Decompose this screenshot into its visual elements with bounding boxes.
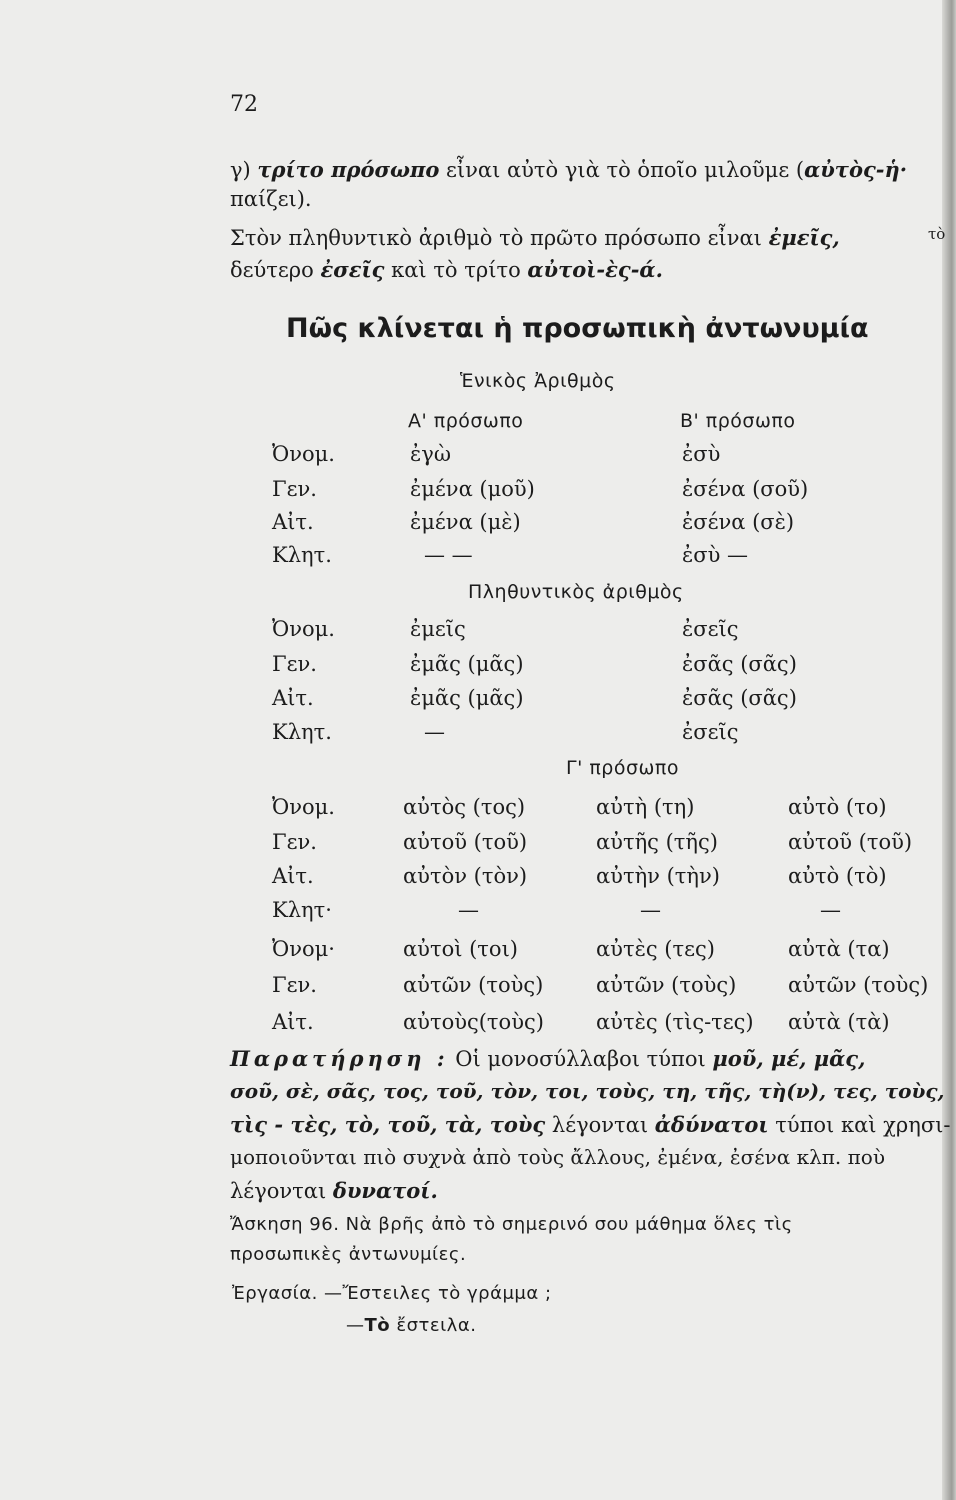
exercise-line-2: προσωπικὲς ἀντωνυμίες. <box>230 1244 467 1265</box>
second-person-form: ἐσένα (σὲ) <box>682 510 795 534</box>
note-line-5: λέγονται δυνατοί. <box>230 1178 438 1203</box>
feminine-form: — <box>640 898 661 922</box>
first-person-form: — <box>424 720 445 744</box>
section-heading: Πῶς κλίνεται ἡ προσωπικὴ ἀντωνυμία <box>286 313 869 344</box>
feminine-form: αὐτῶν (τοὺς) <box>596 973 737 997</box>
plural-row <box>0 652 956 682</box>
neuter-form: αὐτὸ (τὸ) <box>788 864 887 888</box>
second-person-form: ἐσεῖς <box>682 617 739 641</box>
second-person-form: ἐσᾶς (σᾶς) <box>682 686 797 710</box>
third-person-row <box>0 937 956 967</box>
case-label: Γεν. <box>272 830 317 854</box>
case-label: Ὀνομ. <box>272 795 335 819</box>
feminine-form: αὐτῆς (τῆς) <box>596 830 718 854</box>
third-person-row <box>0 973 956 1003</box>
case-label: Αἰτ. <box>272 686 314 710</box>
term-third-person: τρίτο πρόσωπο <box>257 157 440 182</box>
intro-line-1: γ) τρίτο πρόσωπο εἶναι αὐτὸ γιὰ τὸ ὁποῖο μιλοῦμε (αὐτὸς-ἡ· <box>230 157 908 182</box>
plural-row <box>0 617 956 647</box>
plural-row <box>0 686 956 716</box>
feminine-form: αὐτὲς (τες) <box>596 937 715 961</box>
case-label: Αἰτ. <box>272 1010 314 1034</box>
first-person-form: ἐμᾶς (μᾶς) <box>410 686 524 710</box>
third-person-row <box>0 1010 956 1040</box>
intro-line-2: παίζει). <box>230 187 312 211</box>
intro-line-3-tail: τὸ <box>928 225 946 243</box>
case-label: Γεν. <box>272 652 317 676</box>
neuter-form: αὐτοῦ (τοῦ) <box>788 830 913 854</box>
plural-label: Πληθυντικὸς ἀριθμὸς <box>468 581 684 603</box>
case-label: Ὀνομ. <box>272 617 335 641</box>
first-person-header: Α' πρόσωπο <box>408 410 524 432</box>
second-person-form: ἐσὺ — <box>682 543 749 567</box>
first-person-form: ἐμᾶς (μᾶς) <box>410 652 524 676</box>
first-person-form: ἐμένα (μὲ) <box>410 510 521 534</box>
feminine-form: αὐτὴ (τη) <box>596 795 695 819</box>
case-label: Αἰτ. <box>272 864 314 888</box>
first-person-form: — — <box>424 543 473 567</box>
second-person-form: ἐσεῖς <box>682 720 739 744</box>
note-line-3: τὶς - τὲς, τὸ, τοῦ, τὰ, τοὺς λέγονται ἀδύνατοι τύποι καὶ χρησι- <box>230 1112 951 1137</box>
masculine-form: αὐτοὶ (τοι) <box>403 937 518 961</box>
intro-line-4: δεύτερο ἐσεῖς καὶ τὸ τρίτο αὐτοὶ-ὲς-ά. <box>230 257 663 282</box>
third-person-row <box>0 830 956 860</box>
singular-row <box>0 477 956 507</box>
singular-row <box>0 442 956 472</box>
singular-row <box>0 543 956 573</box>
second-person-form: ἐσένα (σοῦ) <box>682 477 809 501</box>
masculine-form: αὐτῶν (τοὺς) <box>403 973 544 997</box>
intro-line-3: Στὸν πληθυντικὸ ἀριθμὸ τὸ πρῶτο πρόσωπο εἶναι ἐμεῖς, <box>230 225 840 250</box>
masculine-form: — <box>458 898 479 922</box>
masculine-form: αὐτὸς (τος) <box>403 795 526 819</box>
note-label: Παρατήρηση : <box>230 1046 449 1071</box>
neuter-form: — <box>820 898 841 922</box>
singular-row <box>0 510 956 540</box>
plural-row <box>0 720 956 750</box>
note-line-4: μοποιοῦνται πιὸ συχνὰ ἀπὸ τοὺς ἄλλους, ἐμένα, ἐσένα κλπ. ποὺ <box>230 1145 885 1169</box>
second-person-form: ἐσᾶς (σᾶς) <box>682 652 797 676</box>
third-person-label: Γ' πρόσωπο <box>566 757 679 779</box>
case-label: Ὀνομ. <box>272 442 335 466</box>
first-person-form: ἐμένα (μοῦ) <box>410 477 535 501</box>
second-person-form: ἐσὺ <box>682 442 721 466</box>
third-person-row <box>0 898 956 928</box>
first-person-form: ἐμεῖς <box>410 617 466 641</box>
third-person-row <box>0 864 956 894</box>
case-label: Κλητ. <box>272 543 332 567</box>
feminine-form: αὐτὲς (τὶς-τες) <box>596 1010 754 1034</box>
masculine-form: αὐτοὺς(τοὺς) <box>403 1010 544 1034</box>
case-label: Αἰτ. <box>272 510 314 534</box>
singular-label: Ἑνικὸς Ἀριθμὸς <box>460 370 616 392</box>
note-line-2: σοῦ, σὲ, σᾶς, τος, τοῦ, τὸν, τοι, τοὺς, τη, τῆς, τὴ(ν), τες, τοὺς, <box>230 1079 945 1103</box>
masculine-form: αὐτοῦ (τοῦ) <box>403 830 528 854</box>
exercise-line-3: Ἐργασία. —Ἔστειλες τὸ γράμμα ; <box>232 1283 552 1304</box>
neuter-form: αὐτὰ (τὰ) <box>788 1010 890 1034</box>
second-person-header: Β' πρόσωπο <box>680 410 796 432</box>
neuter-form: αὐτὰ (τα) <box>788 937 890 961</box>
exercise-line-4: —Τὸ ἔστειλα. <box>346 1315 477 1336</box>
note-line-1: Παρατήρηση : Οἱ μονοσύλλαβοι τύποι μοῦ, μέ, μᾶς, <box>230 1046 866 1071</box>
case-label: Κλητ. <box>272 720 332 744</box>
feminine-form: αὐτὴν (τὴν) <box>596 864 720 888</box>
masculine-form: αὐτὸν (τὸν) <box>403 864 528 888</box>
neuter-form: αὐτὸ (το) <box>788 795 887 819</box>
case-label: Κλητ· <box>272 898 332 922</box>
first-person-form: ἐγὼ <box>410 442 451 466</box>
neuter-form: αὐτῶν (τοὺς) <box>788 973 929 997</box>
case-label: Γεν. <box>272 477 317 501</box>
page-number: 72 <box>230 92 258 117</box>
case-label: Γεν. <box>272 973 317 997</box>
exercise-line-1: Ἄσκηση 96. Νὰ βρῆς ἀπὸ τὸ σημερινό σου μάθημα ὅλες τὶς <box>230 1214 793 1235</box>
third-person-row <box>0 795 956 825</box>
case-label: Ὀνομ· <box>272 937 335 961</box>
